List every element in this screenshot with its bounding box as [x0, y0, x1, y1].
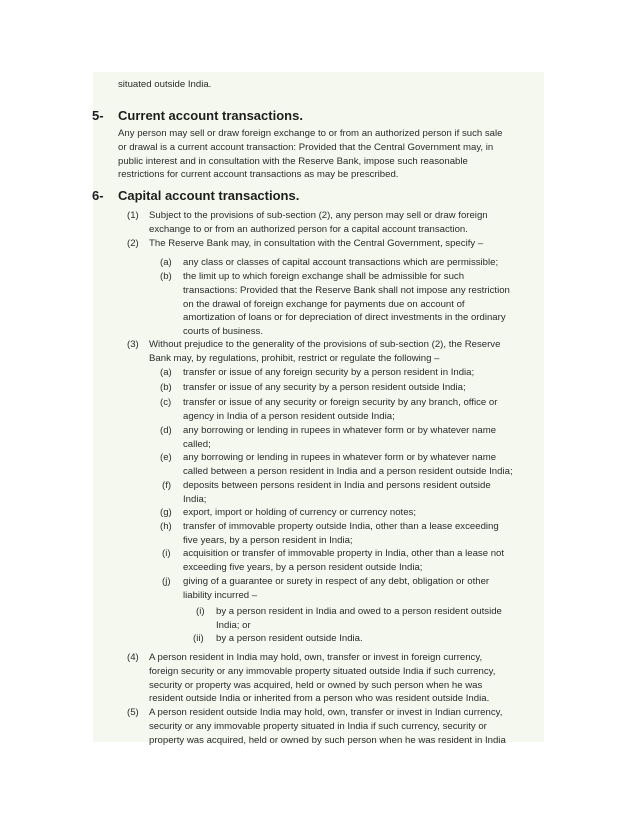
section-5-heading: Current account transactions. — [118, 108, 303, 123]
sub-4-text: A person resident in India may hold, own, transfer or invest in foreign currency, foreign security or any immovable property situated outside India if such currency, security or property was acquired, held or owned by such person when he was resident outside India or inherited from a person who was resident outside India. — [149, 652, 496, 705]
sub-3-j-text: giving of a guarantee or surety in respect of any debt, obligation or other liability incurred – — [183, 576, 490, 601]
sub-3-text: Without prejudice to the generality of the provisions of sub-section (2), the Reserve Bank may, by regulations, prohibit, restrict or regulate the following – — [149, 339, 501, 364]
sub-3-h-text: transfer of immovable property outside India, other than a lease exceeding five years, by a person resident in India; — [183, 521, 499, 546]
sub-1-label: (1) — [127, 210, 139, 221]
sub-2-text: The Reserve Bank may, in consultation with the Central Government, specify – — [149, 238, 484, 249]
sub-3-g-text: export, import or holding of currency or currency notes; — [183, 507, 417, 518]
sub-3-h-label: (h) — [160, 521, 172, 532]
sub-3-a-text: transfer or issue of any foreign security by a person resident in India; — [183, 367, 475, 378]
sub-3-e-text: any borrowing or lending in rupees in whatever form or by whatever name called between a person resident in India and a person resident outside India; — [183, 452, 513, 477]
sub-2-b-label: (b) — [160, 271, 172, 282]
sub-2-a-label: (a) — [160, 257, 172, 268]
section-5-number: 5- — [92, 108, 104, 123]
sub-3-i-label: (i) — [162, 548, 171, 559]
sub-3-j-i-text: by a person resident in India and owed to a person resident outside India; or — [216, 606, 502, 631]
sub-3-j-ii-label: (ii) — [193, 633, 204, 644]
sub-3-j-ii-text: by a person resident outside India. — [216, 633, 363, 644]
sub-3-a-label: (a) — [160, 367, 172, 378]
sub-3-label: (3) — [127, 339, 139, 350]
sub-3-b-text: transfer or issue of any security by a person resident outside India; — [183, 382, 466, 393]
sub-3-c-text: transfer or issue of any security or foreign security by any branch, office or agency in India of a person resident outside India; — [183, 397, 498, 422]
sub-2-a-text: any class or classes of capital account transactions which are permissible; — [183, 257, 499, 268]
sub-3-j-i-label: (i) — [196, 606, 205, 617]
intro-line: situated outside India. — [118, 79, 212, 90]
sub-3-e-label: (e) — [160, 452, 172, 463]
section-5-body: Any person may sell or draw foreign exchange to or from an authorized person if such sale or drawal is a current account transaction: Provided that the Central Government may, in public interest and in consultation with the Reserve Bank, impose such reasonable restrictions for current account transactions as may be prescribed. — [118, 128, 503, 181]
sub-3-d-text: any borrowing or lending in rupees in whatever form or by whatever name called; — [183, 425, 497, 450]
sub-5-label: (5) — [127, 707, 139, 718]
sub-5-text: A person resident outside India may hold, own, transfer or invest in Indian currency, security or any immovable property situated in India if such currency, security or property was acquired, held or owned by such person when he was resident in India — [149, 707, 506, 746]
sub-4-label: (4) — [127, 652, 139, 663]
sub-3-i-text: acquisition or transfer of immovable property in India, other than a lease not exceeding five years, by a person resident outside India; — [183, 548, 505, 573]
sub-2-b-text: the limit up to which foreign exchange shall be admissible for such transactions: Provided that the Reserve Bank shall not impose any restriction on the drawal of foreign exchange for payments due on account of amortization of loans or for depreciation of direct investments in the ordinary courts of business. — [183, 271, 510, 338]
sub-3-j-label: (j) — [162, 576, 171, 587]
sub-3-c-label: (c) — [160, 397, 172, 408]
section-6-number: 6- — [92, 188, 104, 203]
sub-3-f-label: (f) — [162, 480, 172, 491]
sub-2-label: (2) — [127, 238, 139, 249]
sub-3-g-label: (g) — [160, 507, 172, 518]
sub-3-d-label: (d) — [160, 425, 172, 436]
section-6-heading: Capital account transactions. — [118, 188, 300, 203]
sub-3-f-text: deposits between persons resident in India and persons resident outside India; — [183, 480, 491, 505]
sub-3-b-label: (b) — [160, 382, 172, 393]
sub-1-text: Subject to the provisions of sub-section (2), any person may sell or draw foreign exchange to or from an authorized person for a capital account transaction. — [149, 210, 488, 235]
